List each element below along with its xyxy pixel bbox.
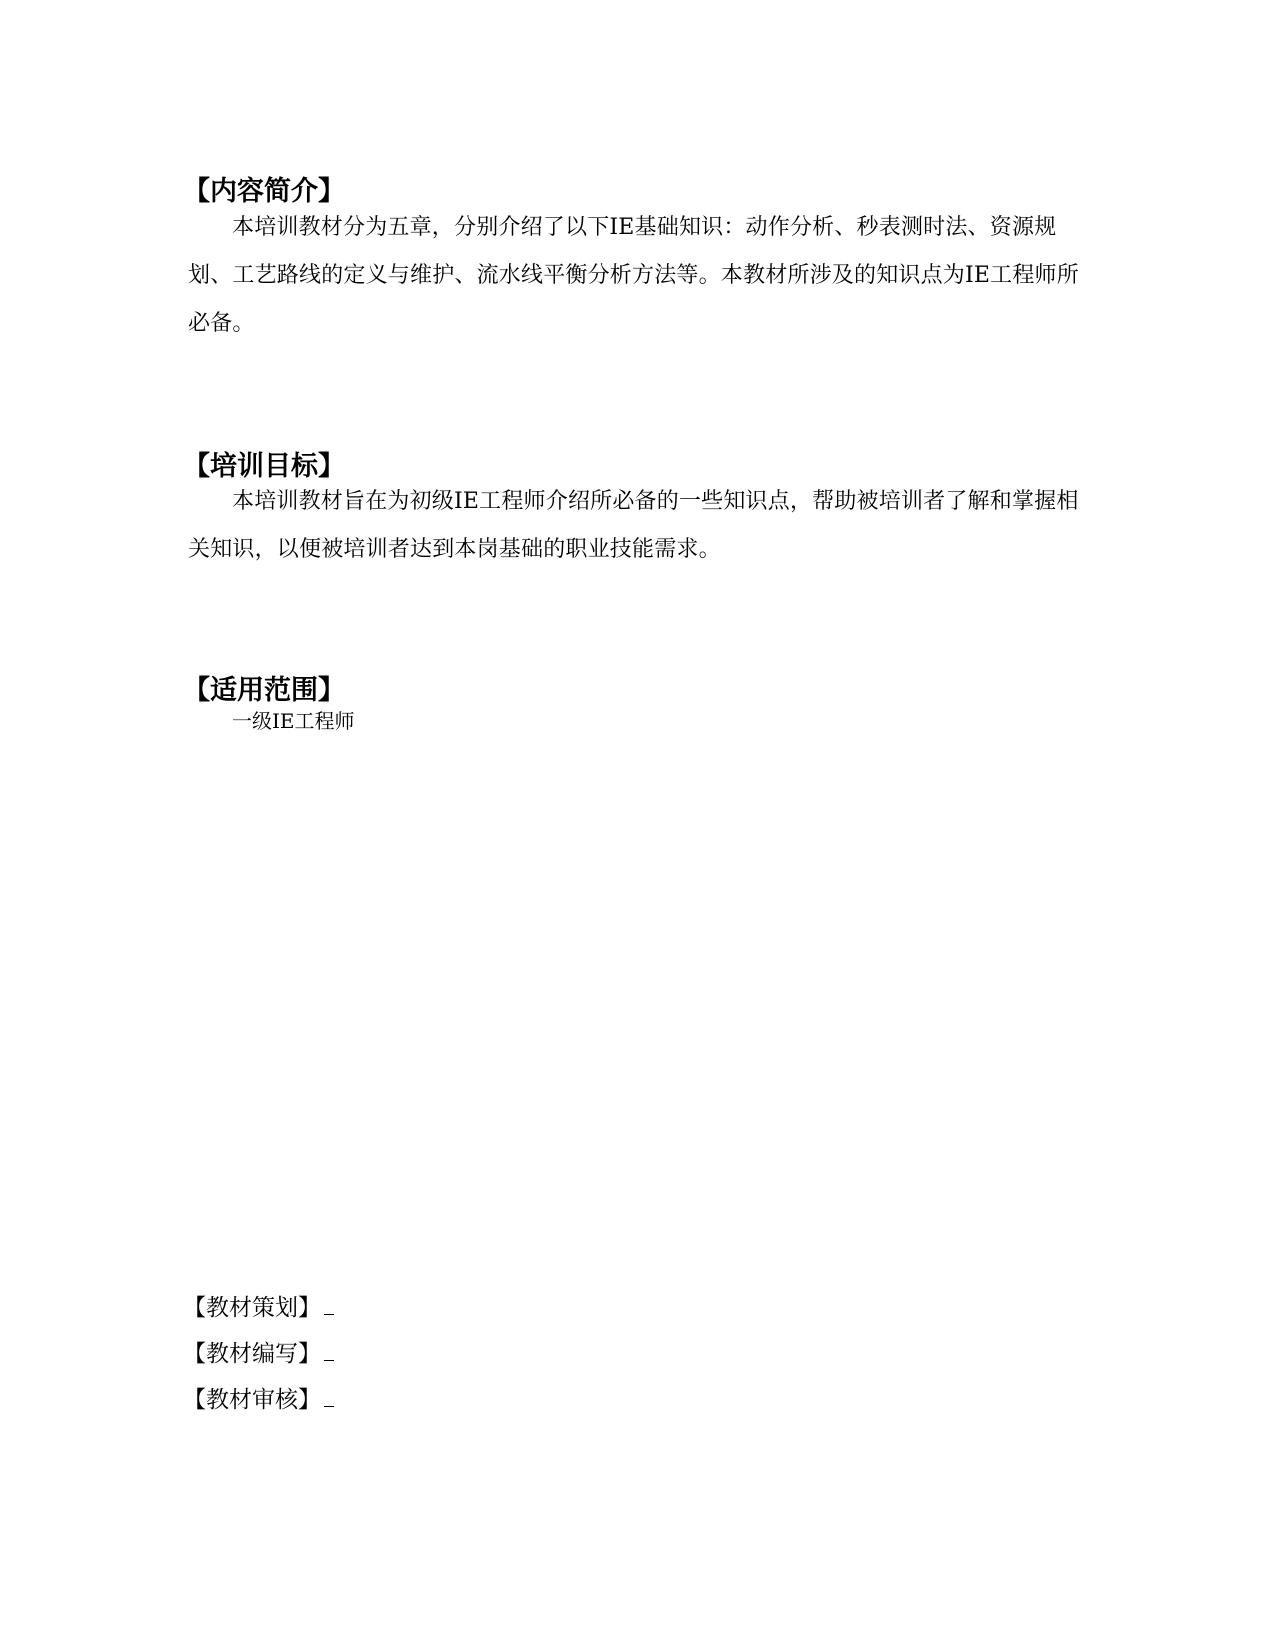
credit-planning <box>183 1290 334 1324</box>
credit-writing <box>183 1336 334 1370</box>
credit-review-blank <box>324 1382 334 1407</box>
scope-text: 一级IE工程师 <box>232 709 355 733</box>
scope-heading: 【适用范围】 <box>183 675 345 706</box>
goal-heading: 【培训目标】 <box>183 451 345 482</box>
credit-review-label: 【教材审核】 <box>183 1387 321 1413</box>
intro-heading: 【内容简介】 <box>183 176 345 207</box>
goal-paragraph: 本培训教材旨在为初级IE工程师介绍所必备的一些知识点，帮助被培训者了解和掌握相关知识，以便被培训者达到本岗基础的职业技能需求。 <box>188 489 1079 562</box>
credit-planning-label: 【教材策划】 <box>183 1295 321 1321</box>
credit-writing-blank <box>324 1336 334 1361</box>
credit-writing-label: 【教材编写】 <box>183 1341 321 1367</box>
intro-paragraph: 本培训教材分为五章，分别介绍了以下IE基础知识：动作分析、秒表测时法、资源规划、工艺路线的定义与维护、流水线平衡分析方法等。本教材所涉及的知识点为IE工程师所必备。 <box>188 215 1079 336</box>
credit-review <box>183 1382 334 1416</box>
credit-planning-blank <box>324 1290 334 1315</box>
